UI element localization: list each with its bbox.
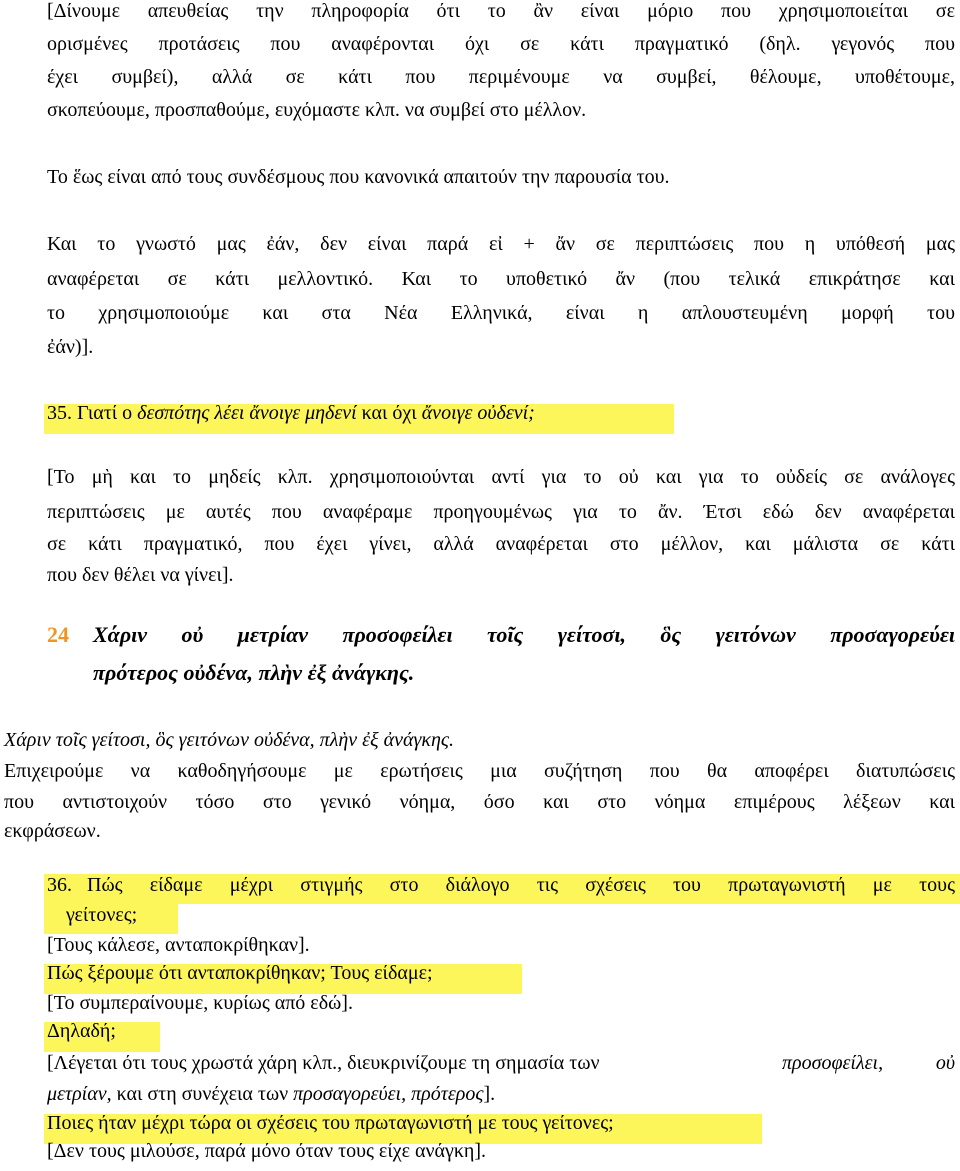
text-line: αναφέρεται σε κάτι μελλοντικό. Και το υποθετικό ἄν (που τελικά επικράτησε και — [47, 268, 955, 290]
text-line: Και το γνωστό μας ἐάν, δεν είναι παρά εἰ + ἄν σε περιπτώσεις που η υπόθεσή μας — [47, 233, 955, 255]
question-text: και όχι — [361, 402, 417, 424]
answer-line: [Το συμπεραίνουμε, κυρίως από εδώ]. — [47, 992, 353, 1014]
text-line: σε κάτι πραγματικό, που έχει γίνει, αλλά αναφέρεται στο μέλλον, και μάλιστα σε κάτι — [47, 533, 955, 555]
text-line: εκφράσεων. — [4, 820, 101, 842]
answer-text: [Λέγεται ότι τους χρωστά χάρη κλπ., διευκρινίζουμε τη σημασία των — [47, 1052, 600, 1074]
text-line: έχει συμβεί), αλλά σε κάτι που περιμένουμε να συμβεί, θέλουμε, υποθέτουμε, — [47, 66, 955, 88]
answer-quote: προσαγορεύει, πρότερος — [293, 1083, 484, 1105]
answer-text: και στη συνέχεια των — [116, 1083, 289, 1105]
question-text: Γιατί ο — [77, 402, 133, 424]
answer-line — [47, 1052, 600, 1075]
text-line: περιπτώσεις με αυτές που αναφέραμε προηγουμένως για το ἄν. Έτσι εδώ δεν αναφέρεται — [47, 501, 955, 523]
text-line: [Το μὴ και το μηδείς κλπ. χρησιμοποιούνται αντί για το οὐ και για το οὐδείς σε ανάλογες — [47, 466, 955, 488]
answer-line: [Δεν τους μιλούσε, παρά μόνο όταν τους είχε ανάγκη]. — [47, 1140, 487, 1162]
question-line: Ποιες ήταν μέχρι τώρα οι σχέσεις του πρωταγωνιστή με τους γείτονες; — [47, 1112, 614, 1134]
text-line: ἐάν)]. — [47, 336, 94, 358]
text-line: το χρησιμοποιούμε και στα Νέα Ελληνικά, είναι η απλουστευμένη μορφή του — [47, 302, 955, 324]
question-number: 36. — [47, 874, 72, 896]
answer-quote: μετρίαν, — [47, 1083, 112, 1105]
verse-line: Χάριν οὐ μετρίαν προσοφείλει τοῖς γείτοσι, ὃς γειτόνων προσαγορεύει — [93, 622, 955, 647]
answer-line — [47, 1083, 495, 1106]
question-35 — [47, 402, 535, 425]
text-line: Επιχειρούμε να καθοδηγήσουμε με ερωτήσεις μια συζήτηση που θα αποφέρει διατυπώσεις — [4, 760, 955, 782]
verse-line — [47, 622, 69, 648]
verse-line: πρότερος οὐδένα, πλὴν ἐξ ἀνάγκης. — [93, 660, 415, 685]
text-line: [Δίνουμε απευθείας την πληροφορία ότι το ἂν είναι μόριο που χρησιμοποιείται σε — [47, 0, 955, 22]
answer-text: ]. — [483, 1083, 496, 1105]
question-quote: δεσπότης λέει ἄνοιγε μηδενί — [137, 402, 357, 424]
question-quote: ἄνοιγε οὐδενί; — [421, 402, 535, 424]
text-line: που αντιστοιχούν τόσο στο γενικό νόημα, όσο και στο νόημα επιμέρους λέξεων και — [4, 791, 955, 813]
answer-quote: προσοφείλει, οὐ — [782, 1052, 955, 1074]
question-text: γείτονες; — [66, 904, 138, 926]
question-line: Πώς ξέρουμε ότι ανταποκρίθηκαν; Τους είδαμε; — [47, 962, 433, 984]
paraphrase: Χάριν τοῖς γείτοσι, ὃς γειτόνων οὐδένα, πλὴν ἐξ ἀνάγκης. — [4, 729, 454, 751]
answer-line: [Τους κάλεσε, ανταποκρίθηκαν]. — [47, 934, 310, 956]
text-line: ορισμένες προτάσεις που αναφέρονται όχι σε κάτι πραγματικό (δηλ. γεγονός που — [47, 33, 955, 55]
question-text: Πώς είδαμε μέχρι στιγμής στο διάλογο τις σχέσεις του πρωταγωνιστή με τους — [87, 874, 955, 896]
question-number: 35. — [47, 402, 72, 424]
intro-paragraph-2: Το ἕως είναι από τους συνδέσμους που κανονικά απαιτούν την παρουσία του. — [47, 166, 670, 188]
verse-number: 24 — [47, 622, 69, 647]
text-line: που δεν θέλει να γίνει]. — [47, 564, 234, 586]
question-line: Δηλαδή; — [47, 1020, 116, 1042]
text-line: σκοπεύουμε, προσπαθούμε, ευχόμαστε κλπ. να συμβεί στο μέλλον. — [47, 99, 587, 121]
